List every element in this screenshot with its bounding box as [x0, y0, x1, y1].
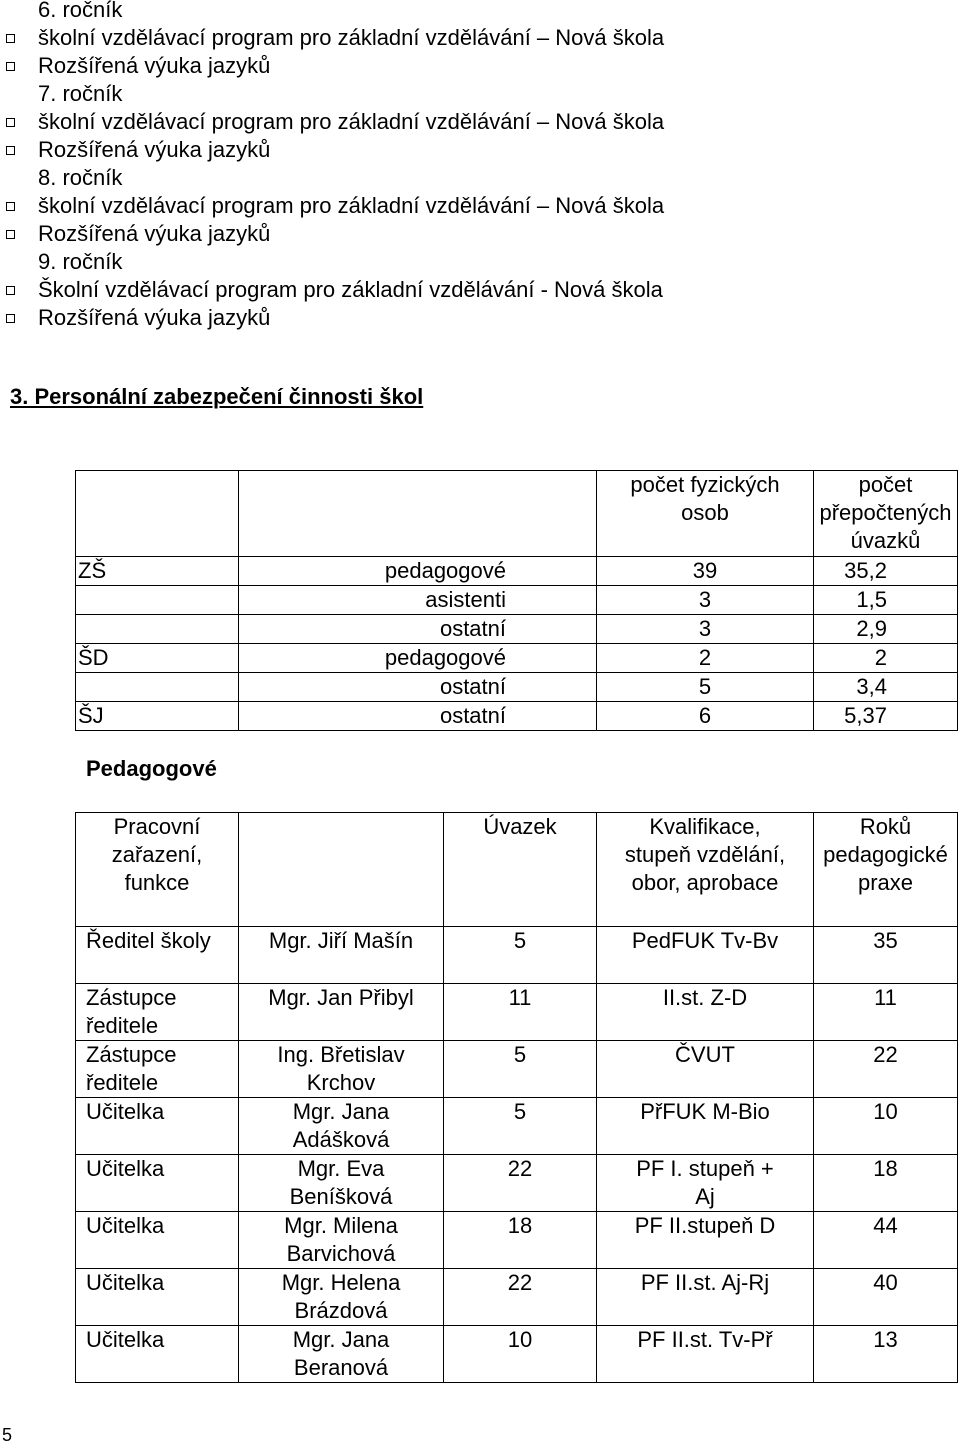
teacher-name-cell: Mgr. Jana Beranová — [239, 1326, 444, 1383]
staff-row — [76, 586, 958, 615]
grade-title-text: 7. ročník — [38, 81, 123, 106]
teacher-row — [76, 984, 958, 1041]
square-bullet-icon — [6, 34, 15, 43]
teacher-row — [76, 1326, 958, 1383]
staff-unit-cell: ZŠ — [76, 557, 239, 586]
staff-row — [76, 615, 958, 644]
teacher-name-cell: Mgr. Jan Přibyl — [239, 984, 444, 1041]
teacher-load-cell: 5 — [444, 1041, 597, 1098]
teacher-name-cell: Mgr. Jiří Mašín — [239, 927, 444, 984]
staff-persons-cell: 6 — [597, 702, 814, 731]
staff-header-cell: počet fyzických osob — [597, 471, 814, 557]
grade-extra-text: Rozšířená výuka jazyků — [38, 221, 271, 246]
teacher-position-cell: Zástupce ředitele — [76, 984, 239, 1041]
teacher-load-cell: 5 — [444, 927, 597, 984]
square-bullet-icon — [6, 118, 15, 127]
teacher-name-cell: Mgr. Jana Adášková — [239, 1098, 444, 1155]
staff-header-cell — [239, 471, 597, 557]
teacher-years-cell: 40 — [814, 1269, 958, 1326]
grade-program-text: školní vzdělávací program pro základní vzdělávání – Nová škola — [38, 25, 665, 50]
staff-persons-cell: 3 — [597, 615, 814, 644]
teachers-table — [75, 812, 958, 1383]
teacher-position-cell: Učitelka — [76, 1326, 239, 1383]
grade-extra-text: Rozšířená výuka jazyků — [38, 53, 271, 78]
teachers-header-cell: Pracovní zařazení, funkce — [76, 813, 239, 927]
staff-persons-cell: 39 — [597, 557, 814, 586]
teacher-load-cell: 22 — [444, 1155, 597, 1212]
staff-header-cell: počet přepočtených úvazků — [814, 471, 958, 557]
square-bullet-icon — [6, 146, 15, 155]
teachers-header-cell: Roků pedagogické praxe — [814, 813, 958, 927]
teacher-position-cell: Učitelka — [76, 1269, 239, 1326]
staff-role-cell: ostatní — [239, 702, 597, 731]
staff-unit-cell: ŠJ — [76, 702, 239, 731]
staff-fte-cell: 2 — [814, 644, 958, 673]
teacher-years-cell: 35 — [814, 927, 958, 984]
teacher-years-cell: 13 — [814, 1326, 958, 1383]
staff-unit-cell: ŠD — [76, 644, 239, 673]
teacher-qualification-cell: PF II.st. Tv-Př — [597, 1326, 814, 1383]
teacher-position-cell: Ředitel školy — [76, 927, 239, 984]
teacher-name-cell: Mgr. Eva Beníšková — [239, 1155, 444, 1212]
teachers-header-cell: Kvalifikace, stupeň vzdělání, obor, aprobace — [597, 813, 814, 927]
teacher-qualification-cell: ČVUT — [597, 1041, 814, 1098]
staff-fte-cell: 2,9 — [814, 615, 958, 644]
teacher-row — [76, 1098, 958, 1155]
staff-role-cell: pedagogové — [239, 644, 597, 673]
page-number: 5 — [2, 1425, 13, 1445]
teacher-years-cell: 22 — [814, 1041, 958, 1098]
staff-persons-cell: 2 — [597, 644, 814, 673]
teacher-position-cell: Zástupce ředitele — [76, 1041, 239, 1098]
square-bullet-icon — [6, 286, 15, 295]
teacher-qualification-cell: PedFUK Tv-Bv — [597, 927, 814, 984]
grade-title-text: 6. ročník — [38, 0, 123, 22]
teacher-years-cell: 11 — [814, 984, 958, 1041]
teacher-qualification-cell: II.st. Z-D — [597, 984, 814, 1041]
teacher-position-cell: Učitelka — [76, 1098, 239, 1155]
teachers-heading: Pedagogové — [86, 756, 217, 781]
square-bullet-icon — [6, 230, 15, 239]
teacher-years-cell: 44 — [814, 1212, 958, 1269]
teacher-name-cell: Mgr. Helena Brázdová — [239, 1269, 444, 1326]
staff-unit-cell — [76, 615, 239, 644]
grade-program-text: Školní vzdělávací program pro základní vzdělávání - Nová škola — [38, 277, 663, 302]
grade-extra-text: Rozšířená výuka jazyků — [38, 137, 271, 162]
staff-row — [76, 673, 958, 702]
staff-fte-cell: 3,4 — [814, 673, 958, 702]
staff-row — [76, 557, 958, 586]
teacher-name-cell: Mgr. Milena Barvichová — [239, 1212, 444, 1269]
teacher-position-cell: Učitelka — [76, 1155, 239, 1212]
staff-row — [76, 702, 958, 731]
teacher-row — [76, 1212, 958, 1269]
grade-program-text: školní vzdělávací program pro základní vzdělávání – Nová škola — [38, 109, 665, 134]
teacher-load-cell: 22 — [444, 1269, 597, 1326]
grade-title-text: 9. ročník — [38, 249, 123, 274]
teachers-header-row — [76, 813, 958, 927]
staff-header-cell — [76, 471, 239, 557]
staff-persons-cell: 3 — [597, 586, 814, 615]
grade-extra-text: Rozšířená výuka jazyků — [38, 305, 271, 330]
staff-fte-cell: 1,5 — [814, 586, 958, 615]
teacher-qualification-cell: PF II.st. Aj-Rj — [597, 1269, 814, 1326]
staff-role-cell: ostatní — [239, 615, 597, 644]
teacher-row — [76, 927, 958, 984]
grade-title-text: 8. ročník — [38, 165, 123, 190]
teachers-header-cell — [239, 813, 444, 927]
staff-persons-cell: 5 — [597, 673, 814, 702]
square-bullet-icon — [6, 202, 15, 211]
teachers-header-cell: Úvazek — [444, 813, 597, 927]
square-bullet-icon — [6, 314, 15, 323]
staff-header-row — [76, 471, 958, 557]
teacher-load-cell: 5 — [444, 1098, 597, 1155]
teacher-qualification-cell: PF II.stupeň D — [597, 1212, 814, 1269]
teacher-name-cell: Ing. Břetislav Krchov — [239, 1041, 444, 1098]
teacher-qualification-cell: PřFUK M-Bio — [597, 1098, 814, 1155]
teacher-load-cell: 18 — [444, 1212, 597, 1269]
section-heading: 3. Personální zabezpečení činnosti škol — [10, 384, 424, 409]
teacher-load-cell: 11 — [444, 984, 597, 1041]
teacher-row — [76, 1041, 958, 1098]
staff-role-cell: pedagogové — [239, 557, 597, 586]
staff-row — [76, 644, 958, 673]
teacher-load-cell: 10 — [444, 1326, 597, 1383]
teacher-position-cell: Učitelka — [76, 1212, 239, 1269]
square-bullet-icon — [6, 62, 15, 71]
teacher-qualification-cell: PF I. stupeň + Aj — [597, 1155, 814, 1212]
staff-unit-cell — [76, 673, 239, 702]
staff-role-cell: ostatní — [239, 673, 597, 702]
staff-role-cell: asistenti — [239, 586, 597, 615]
staff-table — [75, 470, 958, 731]
teacher-row — [76, 1269, 958, 1326]
staff-fte-cell: 35,2 — [814, 557, 958, 586]
teacher-years-cell: 10 — [814, 1098, 958, 1155]
teacher-years-cell: 18 — [814, 1155, 958, 1212]
teacher-row — [76, 1155, 958, 1212]
staff-unit-cell — [76, 586, 239, 615]
staff-fte-cell: 5,37 — [814, 702, 958, 731]
grade-program-text: školní vzdělávací program pro základní vzdělávání – Nová škola — [38, 193, 665, 218]
